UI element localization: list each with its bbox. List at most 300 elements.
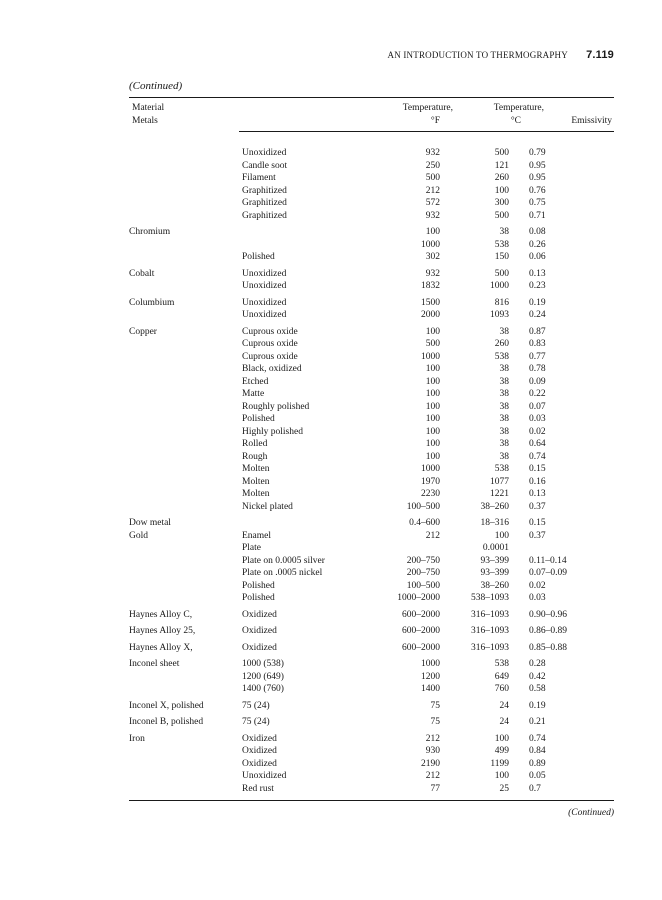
cell-material: Haynes Alloy 25,	[129, 626, 196, 636]
table-row	[129, 513, 614, 530]
cell-condition: Rough	[242, 451, 268, 462]
cell-condition: Etched	[242, 376, 269, 387]
cell-temp-c: 38	[499, 426, 509, 437]
cell-temp-f: 212	[425, 771, 440, 781]
col-header-temp-f-line1: Temperature,	[402, 103, 453, 113]
cell-material	[129, 426, 242, 439]
cell-temp-f: 500	[425, 173, 440, 183]
cell-temp-c: 538	[494, 464, 509, 474]
cell-condition: Red rust	[242, 783, 274, 794]
cell-material: Haynes Alloy X,	[129, 642, 193, 653]
cell-temp-f: 250	[425, 160, 440, 171]
col-header-temp-c-line1: Temperature,	[493, 103, 544, 113]
cell-gap	[509, 605, 529, 622]
table-continued-label: (Continued)	[129, 80, 183, 92]
table-row	[129, 351, 614, 364]
cell-gap	[509, 222, 529, 239]
cell-condition: Matte	[242, 389, 265, 399]
cell-temp-f: 2230	[421, 489, 440, 499]
table-bottom-rule	[129, 800, 614, 801]
cell-temp-f: 100	[425, 227, 440, 237]
cell-condition	[242, 239, 362, 252]
cell-emissivity: 0.03	[529, 414, 546, 424]
cell-emissivity: 0.79	[529, 148, 546, 158]
cell-temp-f: 2190	[421, 758, 440, 769]
table-row	[129, 530, 614, 543]
cell-temp-f: 302	[425, 252, 440, 262]
table-row	[129, 567, 614, 580]
cell-gap	[509, 476, 529, 489]
cell-material	[129, 783, 242, 796]
cell-emissivity: 0.08	[529, 227, 546, 237]
cell-temp-f: 1400	[421, 684, 440, 694]
cell-temp-c: 38	[499, 326, 509, 337]
cell-gap	[509, 530, 529, 543]
table-row	[129, 363, 614, 376]
cell-temp-f: 1000	[421, 659, 440, 669]
cell-temp-c: 150	[494, 252, 509, 262]
cell-temp-c: 1000	[490, 281, 509, 291]
cell-condition: Nickel plated	[242, 501, 293, 512]
cell-material: Iron	[129, 733, 145, 744]
cell-condition: Unoxidized	[242, 148, 287, 158]
table-row	[129, 388, 614, 401]
cell-temp-c: 649	[494, 671, 509, 682]
table-row	[129, 592, 614, 605]
cell-emissivity: 0.09	[529, 376, 546, 387]
cell-gap	[509, 567, 529, 580]
cell-temp-f: 100–500	[406, 580, 440, 591]
cell-emissivity: 0.77	[529, 351, 546, 362]
cell-material	[129, 592, 242, 605]
col-header-temp-f-line2: °F	[430, 116, 440, 126]
table-row	[129, 322, 614, 339]
cell-condition: 75 (24)	[242, 717, 270, 727]
cell-material	[129, 542, 242, 555]
cell-temp-f: 1200	[421, 671, 440, 682]
cell-temp-c: 300	[494, 198, 509, 208]
cell-temp-c: 499	[494, 746, 509, 756]
cell-condition: 1000 (538)	[242, 659, 284, 669]
cell-temp-c: 100	[494, 185, 509, 196]
cell-temp-f: 500	[425, 339, 440, 349]
cell-temp-c: 1221	[490, 489, 509, 499]
table-row	[129, 758, 614, 771]
cell-emissivity: 0.05	[529, 771, 546, 781]
cell-emissivity: 0.07	[529, 401, 546, 412]
col-header-temp-c-line2: °C	[510, 116, 521, 126]
cell-gap	[509, 758, 529, 771]
cell-material	[129, 770, 242, 783]
table-row	[129, 745, 614, 758]
table-row	[129, 222, 614, 239]
cell-emissivity: 0.02	[529, 426, 546, 437]
cell-gap	[509, 322, 529, 339]
cell-condition: Unoxidized	[242, 281, 287, 291]
cell-condition: Graphitized	[242, 198, 287, 208]
table-row	[129, 309, 614, 322]
cell-emissivity: 0.26	[529, 239, 546, 250]
cell-gap	[509, 592, 529, 605]
cell-emissivity: 0.11–0.14	[529, 555, 567, 566]
cell-temp-f: 200–750	[406, 555, 440, 566]
table-row	[129, 438, 614, 451]
cell-condition: Plate on .0005 nickel	[242, 568, 323, 578]
cell-temp-c: 100	[494, 733, 509, 744]
cell-condition: Highly polished	[242, 426, 303, 437]
cell-temp-c: 316–1093	[471, 642, 509, 653]
table-row	[129, 476, 614, 489]
table-row	[129, 683, 614, 696]
table-row	[129, 451, 614, 464]
cell-gap	[509, 555, 529, 568]
cell-temp-c: 538	[494, 239, 509, 250]
cell-gap	[509, 683, 529, 696]
cell-condition: Oxidized	[242, 642, 277, 653]
cell-temp-c: 38	[499, 376, 509, 387]
cell-emissivity: 0.83	[529, 339, 546, 349]
cell-material	[129, 185, 242, 198]
cell-temp-f: 932	[425, 148, 440, 158]
cell-condition: Molten	[242, 489, 270, 499]
cell-emissivity: 0.07–0.09	[529, 568, 567, 578]
cell-temp-f: 100–500	[406, 501, 440, 512]
table-row	[129, 696, 614, 713]
cell-gap	[509, 463, 529, 476]
cell-temp-f: 100	[425, 451, 440, 462]
cell-condition: Unoxidized	[242, 297, 287, 308]
cell-condition: Cuprous oxide	[242, 339, 298, 349]
cell-temp-c: 500	[494, 268, 509, 279]
table-row	[129, 783, 614, 796]
cell-material	[129, 376, 242, 389]
cell-material: Dow metal	[129, 518, 171, 528]
cell-emissivity: 0.71	[529, 210, 546, 221]
cell-gap	[509, 160, 529, 173]
cell-temp-c: 538	[494, 659, 509, 669]
cell-temp-c: 38	[499, 414, 509, 424]
cell-emissivity: 0.95	[529, 160, 546, 171]
table-row	[129, 638, 614, 655]
cell-temp-f: 75	[430, 717, 440, 727]
cell-temp-c: 38	[499, 439, 509, 449]
cell-emissivity: 0.89	[529, 758, 546, 769]
cell-material	[129, 239, 242, 252]
cell-gap	[509, 147, 529, 160]
cell-condition: Plate	[242, 543, 261, 553]
cell-emissivity: 0.37	[529, 501, 546, 512]
cell-temp-c: 0.0001	[482, 543, 509, 553]
cell-gap	[509, 413, 529, 426]
table-row	[129, 293, 614, 310]
cell-temp-c: 1093	[490, 310, 509, 320]
cell-gap	[509, 401, 529, 414]
table-row	[129, 147, 614, 160]
cell-material: Inconel B, polished	[129, 717, 204, 727]
cell-temp-f: 932	[425, 210, 440, 221]
cell-emissivity: 0.87	[529, 326, 546, 337]
cell-gap	[509, 654, 529, 671]
cell-material: Columbium	[129, 297, 175, 308]
table-row	[129, 488, 614, 501]
cell-material: Copper	[129, 326, 157, 337]
cell-material	[129, 280, 242, 293]
cell-temp-f	[362, 542, 440, 555]
cell-emissivity: 0.74	[529, 451, 546, 462]
cell-temp-f: 1000	[421, 239, 440, 250]
cell-emissivity: 0.24	[529, 310, 546, 320]
cell-material	[129, 463, 242, 476]
cell-condition: Graphitized	[242, 185, 287, 196]
cell-gap	[509, 376, 529, 389]
cell-material	[129, 197, 242, 210]
cell-gap	[509, 251, 529, 264]
cell-emissivity: 0.78	[529, 364, 546, 374]
cell-temp-c: 121	[494, 160, 509, 171]
cell-temp-f: 100	[425, 326, 440, 337]
cell-emissivity: 0.64	[529, 439, 546, 449]
table-row	[129, 501, 614, 514]
cell-emissivity: 0.58	[529, 684, 546, 694]
cell-material	[129, 351, 242, 364]
cell-gap	[509, 488, 529, 501]
cell-material: Inconel sheet	[129, 659, 180, 669]
cell-temp-f: 100	[425, 364, 440, 374]
cell-temp-f: 932	[425, 268, 440, 279]
cell-condition: Unoxidized	[242, 268, 287, 279]
cell-condition: Molten	[242, 476, 270, 487]
col-header-material: Material	[132, 103, 165, 113]
table-row	[129, 264, 614, 281]
cell-temp-c: 500	[494, 148, 509, 158]
cell-gap	[509, 309, 529, 322]
cell-temp-f: 100	[425, 414, 440, 424]
footer-continued-label: (Continued)	[568, 808, 614, 818]
cell-material	[129, 147, 242, 160]
cell-condition: Cuprous oxide	[242, 326, 298, 337]
cell-emissivity: 0.21	[529, 717, 546, 727]
cell-gap	[509, 210, 529, 223]
cell-temp-c: 38	[499, 451, 509, 462]
cell-gap	[509, 172, 529, 185]
cell-temp-c: 25	[499, 783, 509, 794]
cell-emissivity: 0.85–0.88	[529, 642, 567, 653]
cell-temp-f: 212	[425, 185, 440, 196]
cell-condition: 75 (24)	[242, 700, 270, 711]
cell-gap	[509, 293, 529, 310]
table-row	[129, 160, 614, 173]
table-row	[129, 251, 614, 264]
cell-gap	[509, 513, 529, 530]
table-row	[129, 463, 614, 476]
cell-condition: Unoxidized	[242, 310, 287, 320]
cell-emissivity: 0.13	[529, 268, 546, 279]
cell-emissivity: 0.22	[529, 389, 546, 399]
cell-temp-f: 600–2000	[402, 609, 440, 620]
cell-temp-f: 600–2000	[402, 626, 440, 636]
cell-temp-c: 38	[499, 401, 509, 412]
table-row	[129, 172, 614, 185]
cell-gap	[509, 363, 529, 376]
table-body	[129, 147, 614, 795]
cell-material: Inconel X, polished	[129, 700, 204, 711]
cell-emissivity: 0.42	[529, 671, 546, 682]
cell-temp-f: 1970	[421, 476, 440, 487]
cell-emissivity: 0.76	[529, 185, 546, 196]
col-header-emissivity: Emissivity	[571, 116, 612, 126]
cell-material	[129, 555, 242, 568]
cell-material: Chromium	[129, 227, 171, 237]
cell-temp-c: 260	[494, 173, 509, 183]
cell-condition: Black, oxidized	[242, 364, 302, 374]
cell-temp-c: 93–399	[480, 555, 509, 566]
cell-temp-c: 760	[494, 684, 509, 694]
cell-material	[129, 671, 242, 684]
cell-gap	[509, 542, 529, 555]
emissivity-table	[129, 147, 614, 795]
cell-material	[129, 210, 242, 223]
table-row	[129, 712, 614, 729]
cell-gap	[509, 580, 529, 593]
cell-condition: Plate on 0.0005 silver	[242, 555, 325, 566]
cell-material	[129, 438, 242, 451]
cell-emissivity: 0.15	[529, 464, 546, 474]
cell-condition: Candle soot	[242, 160, 288, 171]
cell-condition: 1400 (760)	[242, 684, 284, 694]
cell-material	[129, 413, 242, 426]
cell-temp-c: 18–316	[480, 518, 509, 528]
cell-temp-f: 1500	[421, 297, 440, 308]
cell-emissivity: 0.03	[529, 593, 546, 603]
table-row	[129, 621, 614, 638]
cell-temp-c: 38–260	[480, 501, 509, 512]
cell-condition: Oxidized	[242, 758, 277, 769]
table-row	[129, 185, 614, 198]
table-row	[129, 280, 614, 293]
cell-gap	[509, 745, 529, 758]
cell-material	[129, 683, 242, 696]
cell-temp-f: 75	[430, 700, 440, 711]
table-row	[129, 197, 614, 210]
table-row	[129, 580, 614, 593]
cell-condition	[242, 513, 362, 530]
table-row	[129, 376, 614, 389]
cell-condition: Unoxidized	[242, 771, 287, 781]
table-row	[129, 542, 614, 555]
table-row	[129, 671, 614, 684]
cell-material	[129, 338, 242, 351]
cell-material	[129, 476, 242, 489]
cell-temp-c: 1077	[490, 476, 509, 487]
cell-gap	[509, 280, 529, 293]
cell-material	[129, 501, 242, 514]
cell-gap	[509, 338, 529, 351]
cell-temp-f: 200–750	[406, 568, 440, 578]
cell-material: Cobalt	[129, 268, 155, 279]
cell-condition: Polished	[242, 252, 275, 262]
cell-temp-c: 538	[494, 351, 509, 362]
cell-emissivity: 0.02	[529, 580, 546, 591]
cell-material: Haynes Alloy C,	[129, 609, 193, 620]
cell-emissivity: 0.16	[529, 476, 546, 487]
cell-material	[129, 363, 242, 376]
table-top-rule	[129, 97, 614, 98]
table-row	[129, 426, 614, 439]
cell-gap	[509, 351, 529, 364]
cell-temp-c: 24	[499, 700, 509, 711]
cell-temp-c: 100	[494, 771, 509, 781]
col-header-metals: Metals	[132, 116, 158, 126]
cell-temp-c: 38	[499, 227, 509, 237]
cell-gap	[509, 712, 529, 729]
cell-emissivity: 0.19	[529, 700, 546, 711]
cell-condition: Graphitized	[242, 210, 287, 221]
cell-temp-f: 1000	[421, 464, 440, 474]
cell-condition: Rolled	[242, 439, 268, 449]
cell-material	[129, 745, 242, 758]
cell-emissivity	[529, 542, 614, 555]
cell-temp-c: 38	[499, 364, 509, 374]
cell-temp-f: 100	[425, 376, 440, 387]
cell-temp-f: 1000	[421, 351, 440, 362]
cell-temp-f: 100	[425, 439, 440, 449]
cell-emissivity: 0.06	[529, 252, 546, 262]
cell-emissivity: 0.15	[529, 518, 546, 528]
cell-temp-c: 100	[494, 530, 509, 541]
table-row	[129, 239, 614, 252]
cell-material	[129, 401, 242, 414]
cell-emissivity: 0.95	[529, 173, 546, 183]
cell-material	[129, 758, 242, 771]
cell-temp-f: 572	[425, 198, 440, 208]
cell-gap	[509, 621, 529, 638]
cell-material	[129, 172, 242, 185]
table-row	[129, 605, 614, 622]
cell-emissivity: 0.7	[529, 783, 541, 794]
cell-temp-c: 816	[494, 297, 509, 308]
cell-temp-f: 100	[425, 401, 440, 412]
cell-temp-f: 212	[425, 530, 440, 541]
running-head	[388, 49, 615, 61]
cell-emissivity: 0.86–0.89	[529, 626, 567, 636]
cell-condition	[242, 222, 362, 239]
table-row	[129, 413, 614, 426]
cell-temp-f: 100	[425, 389, 440, 399]
cell-emissivity: 0.19	[529, 297, 546, 308]
cell-temp-f: 100	[425, 426, 440, 437]
cell-temp-c: 260	[494, 339, 509, 349]
cell-condition: Polished	[242, 414, 275, 424]
cell-emissivity: 0.28	[529, 659, 546, 669]
cell-emissivity: 0.13	[529, 489, 546, 499]
page-number: 7.119	[586, 49, 614, 61]
table-header-rule	[239, 131, 614, 132]
cell-gap	[509, 239, 529, 252]
cell-condition: Oxidized	[242, 609, 277, 620]
table-row	[129, 338, 614, 351]
running-title: AN INTRODUCTION TO THERMOGRAPHY	[387, 50, 568, 60]
cell-material: Gold	[129, 530, 148, 541]
cell-temp-f: 212	[425, 733, 440, 744]
cell-gap	[509, 770, 529, 783]
cell-material	[129, 567, 242, 580]
cell-temp-f: 930	[425, 746, 440, 756]
cell-gap	[509, 388, 529, 401]
cell-condition: Oxidized	[242, 626, 277, 636]
cell-condition: Polished	[242, 580, 275, 591]
cell-gap	[509, 451, 529, 464]
cell-emissivity: 0.84	[529, 746, 546, 756]
